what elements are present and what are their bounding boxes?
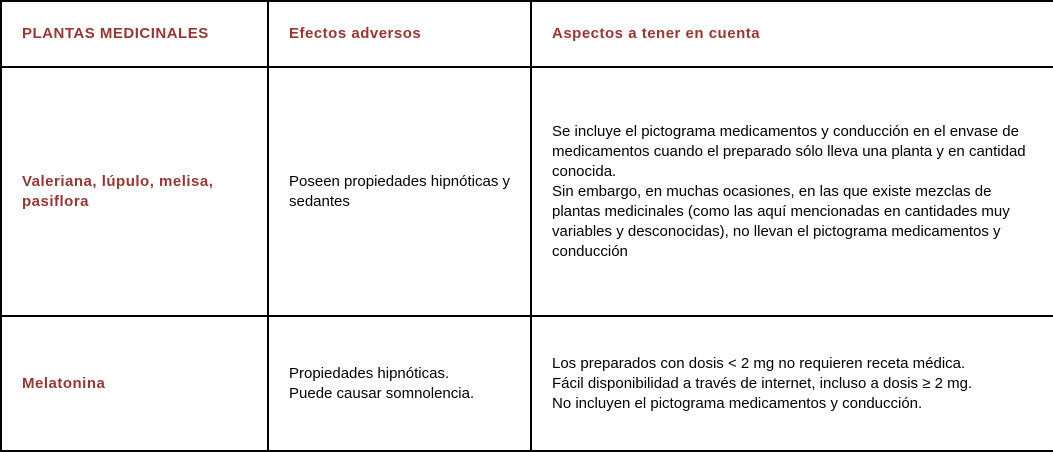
- plant-name-melatonina: Melatonina: [22, 374, 106, 392]
- cell-effects-valeriana: [268, 67, 531, 316]
- aspects-paragraph: Sin embargo, en muchas ocasiones, en las que existe mezclas de plantas medicinales (como las aquí mencionadas en cantidades muy variables y desconocidas), no llevan el pictograma medicamentos y conducción: [552, 182, 1010, 260]
- table-row-melatonina: [1, 316, 1053, 451]
- aspects-paragraph: Se incluye el pictograma medicamentos y conducción en el envase de medicamentos cuando el preparado sólo lleva una planta y en cantidad conocida.: [552, 122, 1026, 180]
- column-header-aspectos: Aspectos a tener en cuenta: [531, 1, 1053, 67]
- cell-effects-melatonina: [268, 316, 531, 451]
- plant-name-valeriana: Valeriana, lúpulo, melisa, pasiflora: [22, 172, 214, 210]
- cell-aspects-valeriana: [531, 67, 1053, 316]
- cell-plant-melatonina: [1, 316, 268, 451]
- aspects-line: Los preparados con dosis < 2 mg no requieren receta médica.: [552, 354, 966, 372]
- column-header-efectos-adversos: Efectos adversos: [268, 1, 531, 67]
- table-header-row: [1, 1, 1053, 67]
- aspects-line: No incluyen el pictograma medicamentos y conducción.: [552, 394, 923, 412]
- effects-line: Puede causar somnolencia.: [289, 384, 475, 402]
- cell-plant-valeriana: [1, 67, 268, 316]
- effects-line: Propiedades hipnóticas.: [289, 364, 450, 382]
- column-header-plantas-medicinales: PLANTAS MEDICINALES: [1, 1, 268, 67]
- table-row-valeriana: [1, 67, 1053, 316]
- effects-text: Poseen propiedades hipnóticas y sedantes: [289, 172, 510, 210]
- cell-aspects-melatonina: [531, 316, 1053, 451]
- aspects-line: Fácil disponibilidad a través de internet, incluso a dosis ≥ 2 mg.: [552, 374, 973, 392]
